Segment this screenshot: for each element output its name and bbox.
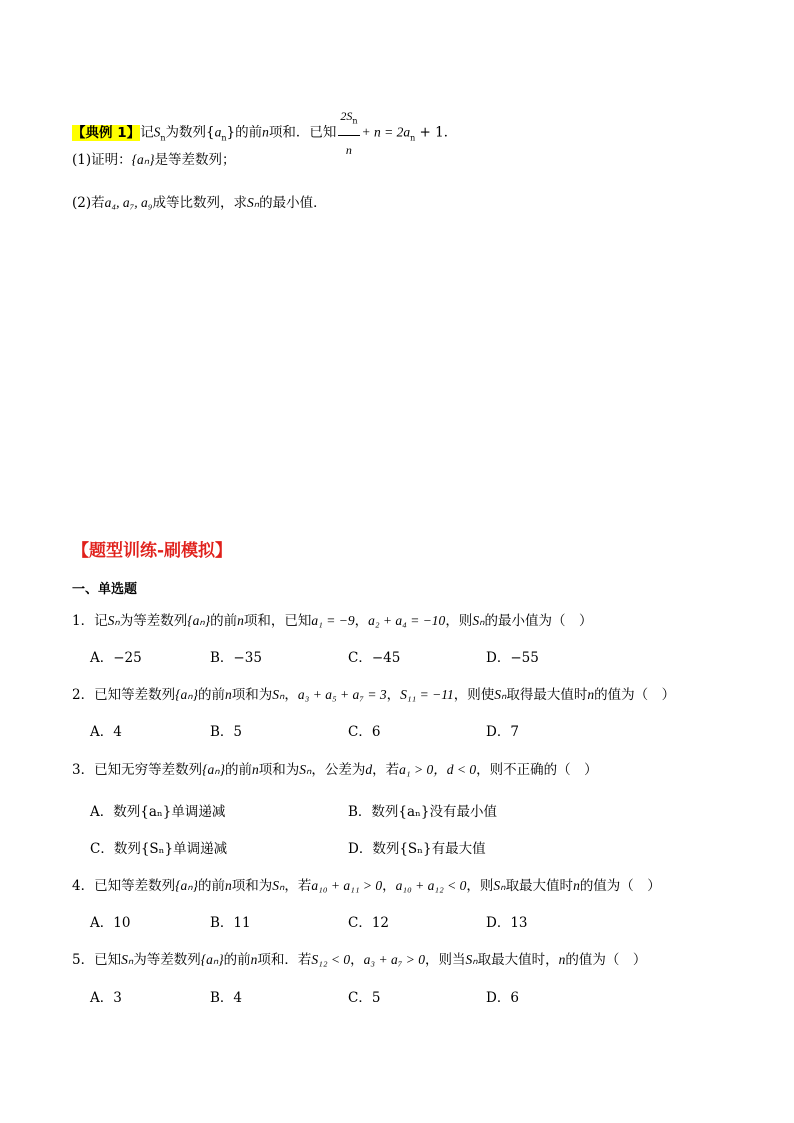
text-fragment: 2． bbox=[72, 687, 95, 703]
text-fragment: {aₙ} bbox=[175, 878, 199, 893]
text-fragment: (2)若 bbox=[72, 195, 105, 211]
text-fragment: ， bbox=[386, 687, 401, 703]
text-fragment: ， bbox=[382, 878, 396, 894]
q4-option-d[interactable]: D．13 bbox=[486, 915, 528, 931]
q1-option-b[interactable]: B．−35 bbox=[210, 650, 262, 666]
text-fragment: ，若 bbox=[284, 878, 312, 894]
text-fragment: {aₙ} bbox=[131, 152, 155, 167]
text-fragment: S₁₂ < 0 bbox=[311, 952, 351, 967]
text-fragment: 的前 bbox=[210, 613, 238, 629]
question-3 bbox=[72, 758, 598, 778]
text-fragment: 的前 bbox=[223, 952, 251, 968]
q1-option-d[interactable]: D．−55 bbox=[486, 650, 539, 666]
text-fragment: Sₙ bbox=[121, 952, 134, 967]
text-fragment: 项和为 bbox=[231, 687, 273, 703]
text-fragment: 的前 bbox=[235, 124, 263, 141]
text-fragment: n bbox=[587, 687, 595, 702]
text-fragment: a₁ = −9 bbox=[311, 613, 355, 628]
text-fragment: ，则 bbox=[445, 613, 473, 629]
text-fragment: d bbox=[365, 762, 373, 777]
text-fragment: 记 bbox=[94, 613, 108, 629]
text-fragment: 是等差数列； bbox=[154, 152, 236, 168]
example-tag: 【典例 1】 bbox=[72, 124, 141, 141]
text-fragment: ，则不正确的（ ） bbox=[476, 762, 598, 778]
text-fragment: 的最小值为（ ） bbox=[484, 613, 593, 629]
section-subtitle: 一、单选题 bbox=[72, 582, 138, 597]
text-fragment: n bbox=[221, 133, 227, 143]
text-fragment: 已知等差数列 bbox=[94, 687, 176, 703]
text-fragment: n bbox=[225, 878, 232, 893]
question-4 bbox=[72, 874, 661, 894]
text-fragment: Sₙ bbox=[246, 195, 260, 210]
text-fragment: a₂ + a₄ = −10 bbox=[368, 613, 446, 628]
text-fragment: a₁₀ + a₁₂ < 0 bbox=[395, 878, 467, 893]
text-fragment: 项和．若 bbox=[257, 952, 312, 968]
q3-option-a[interactable]: A．数列{aₙ}单调递减 bbox=[90, 804, 226, 820]
text-fragment: ，若 bbox=[372, 762, 400, 778]
text-fragment: Sₙ bbox=[299, 762, 312, 777]
text-fragment: 成等比数列，求 bbox=[152, 195, 247, 211]
text-fragment: n bbox=[250, 952, 258, 967]
text-fragment: + n = 2a bbox=[361, 124, 411, 140]
text-fragment: a₃ + a₅ + a₇ = 3 bbox=[297, 687, 387, 702]
text-fragment: 项和为 bbox=[258, 762, 300, 778]
question-1 bbox=[72, 609, 592, 629]
q4-option-c[interactable]: C．12 bbox=[348, 915, 390, 931]
text-fragment: 1． bbox=[72, 613, 95, 629]
text-fragment: 取最大值时 bbox=[505, 878, 574, 894]
text-fragment: Sₙ bbox=[493, 878, 506, 893]
text-fragment: + 1 bbox=[415, 124, 444, 141]
text-fragment: (1)证明： bbox=[72, 152, 132, 168]
question-5 bbox=[72, 948, 646, 968]
text-fragment: {aₙ} bbox=[202, 762, 226, 777]
text-fragment: Sₙ bbox=[272, 687, 285, 702]
text-fragment: n bbox=[345, 143, 352, 158]
text-fragment: ，则使 bbox=[453, 687, 495, 703]
text-fragment: 为等差数列 bbox=[133, 952, 201, 968]
text-fragment: ， bbox=[350, 952, 364, 968]
q4-option-a[interactable]: A．10 bbox=[90, 915, 131, 931]
text-fragment: 的值为（ ） bbox=[565, 952, 647, 968]
text-fragment: Sₙ bbox=[472, 613, 485, 628]
text-fragment: 的值为（ ） bbox=[579, 878, 661, 894]
text-fragment: 已知无穷等差数列 bbox=[94, 762, 203, 778]
text-fragment: a₁ > 0，d < 0 bbox=[399, 762, 477, 777]
q2-option-d[interactable]: D．7 bbox=[486, 724, 519, 740]
q1-option-a[interactable]: A．−25 bbox=[90, 650, 142, 666]
text-fragment: ，则当 bbox=[425, 952, 466, 968]
q1-option-c[interactable]: C．−45 bbox=[348, 650, 401, 666]
text-fragment: 的前 bbox=[198, 687, 226, 703]
q3-option-b[interactable]: B．数列{aₙ}没有最小值 bbox=[348, 804, 497, 820]
text-fragment: n bbox=[262, 124, 269, 140]
text-fragment: n bbox=[573, 878, 580, 893]
question-2 bbox=[72, 683, 675, 703]
text-fragment: 为等差数列 bbox=[119, 613, 188, 629]
text-fragment: 取得最大值时 bbox=[506, 687, 588, 703]
text-fragment: 的值为（ ） bbox=[594, 687, 676, 703]
q3-option-d[interactable]: D．数列{Sₙ}有最大值 bbox=[348, 841, 486, 857]
text-fragment: a bbox=[214, 124, 222, 140]
q5-option-b[interactable]: B．4 bbox=[210, 990, 243, 1006]
text-fragment: 3． bbox=[72, 762, 95, 778]
text-fragment: Sₙ bbox=[465, 952, 478, 967]
q5-option-c[interactable]: C．5 bbox=[348, 990, 381, 1006]
text-fragment: a₃ + a₇ > 0 bbox=[363, 952, 426, 967]
text-fragment: n bbox=[558, 952, 566, 967]
q2-option-c[interactable]: C．6 bbox=[348, 724, 381, 740]
text-fragment: {aₙ} bbox=[175, 687, 199, 702]
text-fragment: ， bbox=[284, 687, 298, 703]
example-statement: 【典例 1】记$S_n$为数列$\{a_n\}$的前n项和．已知 $\frac{2S_n}{n}$ + $n = 2a_n + 1$． bbox=[72, 102, 457, 164]
text-fragment: {aₙ} bbox=[187, 613, 211, 628]
text-fragment: 已知 bbox=[94, 952, 122, 968]
q2-option-b[interactable]: B．5 bbox=[210, 724, 243, 740]
text-fragment: 项和为 bbox=[231, 878, 273, 894]
text-fragment: n bbox=[225, 687, 232, 702]
text-fragment: 2S bbox=[340, 109, 353, 123]
text-fragment: 5． bbox=[72, 952, 95, 968]
text-fragment: ， bbox=[354, 613, 369, 629]
text-fragment: n bbox=[237, 613, 244, 628]
q4-option-b[interactable]: B．11 bbox=[210, 915, 251, 931]
text-fragment: Sₙ bbox=[107, 613, 120, 628]
text-fragment: ，公差为 bbox=[311, 762, 366, 778]
text-fragment: 项和，已知 bbox=[243, 613, 312, 629]
example-question-2 bbox=[72, 191, 327, 211]
text-fragment: n bbox=[410, 133, 416, 143]
text-fragment: 取最大值时， bbox=[477, 952, 559, 968]
text-fragment: 4． bbox=[72, 878, 95, 894]
q2-option-a[interactable]: A．4 bbox=[90, 724, 122, 740]
text-fragment: ． bbox=[443, 124, 458, 141]
text-fragment: 记 bbox=[140, 124, 154, 141]
text-fragment: a₁₀ + a₁₁ > 0 bbox=[311, 878, 383, 893]
text-fragment: S bbox=[153, 124, 161, 140]
example-question-1 bbox=[72, 148, 236, 168]
text-fragment: n bbox=[252, 762, 259, 777]
text-fragment: Sₙ bbox=[272, 878, 285, 893]
text-fragment: {aₙ} bbox=[200, 952, 224, 967]
text-fragment: S₁₁ = −11 bbox=[400, 687, 454, 702]
section-title: 【题型训练-刷模拟】 bbox=[72, 541, 233, 561]
q5-option-d[interactable]: D．6 bbox=[486, 990, 519, 1006]
text-fragment: n bbox=[352, 116, 358, 126]
q3-option-c[interactable]: C．数列{Sₙ}单调递减 bbox=[90, 841, 228, 857]
text-fragment: n bbox=[160, 133, 166, 143]
text-fragment: 为数列 bbox=[165, 124, 206, 141]
text-fragment: 已知等差数列 bbox=[94, 878, 176, 894]
text-fragment: ，则 bbox=[466, 878, 494, 894]
text-fragment: 的最小值． bbox=[259, 195, 327, 211]
text-fragment: 的前 bbox=[225, 762, 253, 778]
fraction-2Sn-over-n bbox=[338, 102, 359, 164]
text-fragment: 项和．已知 bbox=[268, 124, 337, 141]
text-fragment: Sₙ bbox=[494, 687, 507, 702]
q5-option-a[interactable]: A．3 bbox=[90, 990, 122, 1006]
text-fragment: 的前 bbox=[198, 878, 226, 894]
text-fragment: a₄, a₇, a₉ bbox=[104, 195, 153, 210]
